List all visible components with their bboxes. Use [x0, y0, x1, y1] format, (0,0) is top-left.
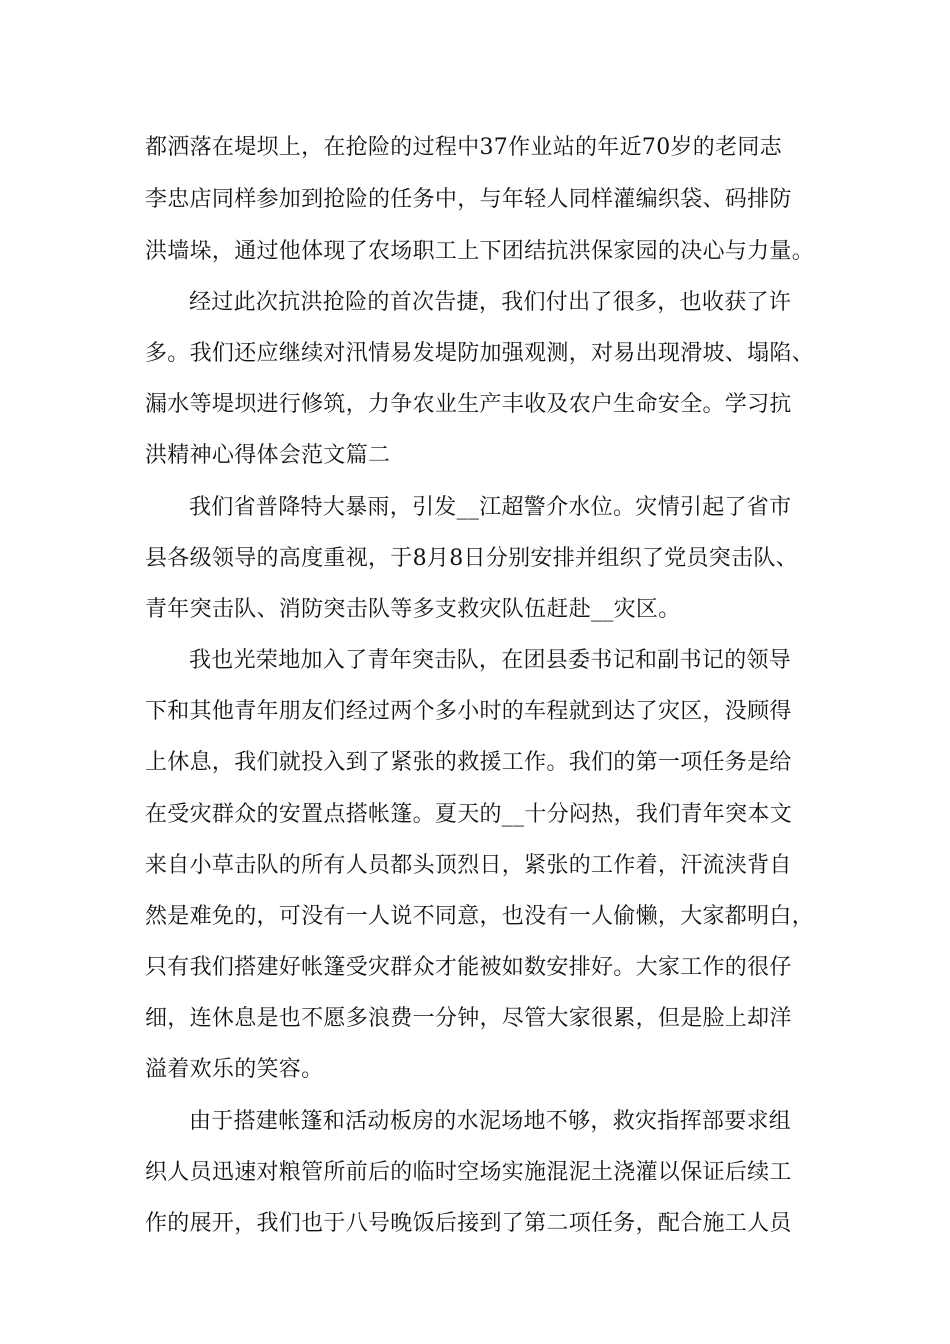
text-line-3: 洪墙垛，通过他体现了农场职工上下团结抗洪保家园的决心与力量。	[145, 239, 815, 264]
text-line-14: 在受灾群众的安置点搭帐篷。夏天的__十分闷热，我们青年突本文	[145, 802, 793, 827]
text-line-13: 上休息，我们就投入到了紧张的救援工作。我们的第一项任务是给	[145, 750, 792, 775]
text-line-21: 织人员迅速对粮管所前后的临时空场实施混泥土浇灌以保证后续工	[145, 1160, 792, 1185]
text-line-17: 只有我们搭建好帐篷受灾群众才能被如数安排好。大家工作的很仔	[145, 955, 792, 980]
text-line-8: 我们省普降特大暴雨，引发__江超警介水位。灾情引起了省市	[189, 495, 792, 520]
text-line-7: 洪精神心得体会范文篇二	[145, 443, 391, 468]
text-line-5: 多。我们还应继续对汛情易发堤防加强观测，对易出现滑坡、塌陷、	[145, 341, 815, 366]
text-line-11: 我也光荣地加入了青年突击队，在团县委书记和副书记的领导	[189, 648, 792, 673]
text-line-1: 都洒落在堤坝上，在抢险的过程中37作业站的年近70岁的老同志	[145, 135, 782, 160]
text-line-2: 李忠店同样参加到抢险的任务中，与年轻人同样灌编织袋、码排防	[145, 187, 792, 212]
text-line-9: 县各级领导的高度重视，于8月8日分别安排并组织了党员突击队、	[145, 546, 798, 571]
text-line-4: 经过此次抗洪抢险的首次告捷，我们付出了很多，也收获了许	[189, 290, 792, 315]
text-line-16: 然是难免的，可没有一人说不同意，也没有一人偷懒，大家都明白，	[145, 904, 815, 929]
text-line-12: 下和其他青年朋友们经过两个多小时的车程就到达了灾区，没顾得	[145, 699, 792, 724]
text-line-20: 由于搭建帐篷和活动板房的水泥场地不够，救灾指挥部要求组	[189, 1109, 792, 1134]
text-line-10: 青年突击队、消防突击队等多支救灾队伍赶赴__灾区。	[145, 597, 681, 622]
text-line-6: 漏水等堤坝进行修筑，力争农业生产丰收及农户生命安全。学习抗	[145, 392, 792, 417]
text-line-19: 溢着欢乐的笑容。	[145, 1057, 324, 1082]
text-line-22: 作的展开，我们也于八号晚饭后接到了第二项任务，配合施工人员	[145, 1211, 792, 1236]
text-line-15: 来自小草击队的所有人员都头顶烈日，紧张的工作着，汗流浃背自	[145, 853, 792, 878]
text-line-18: 细，连休息是也不愿多浪费一分钟，尽管大家很累，但是脸上却洋	[145, 1006, 792, 1031]
